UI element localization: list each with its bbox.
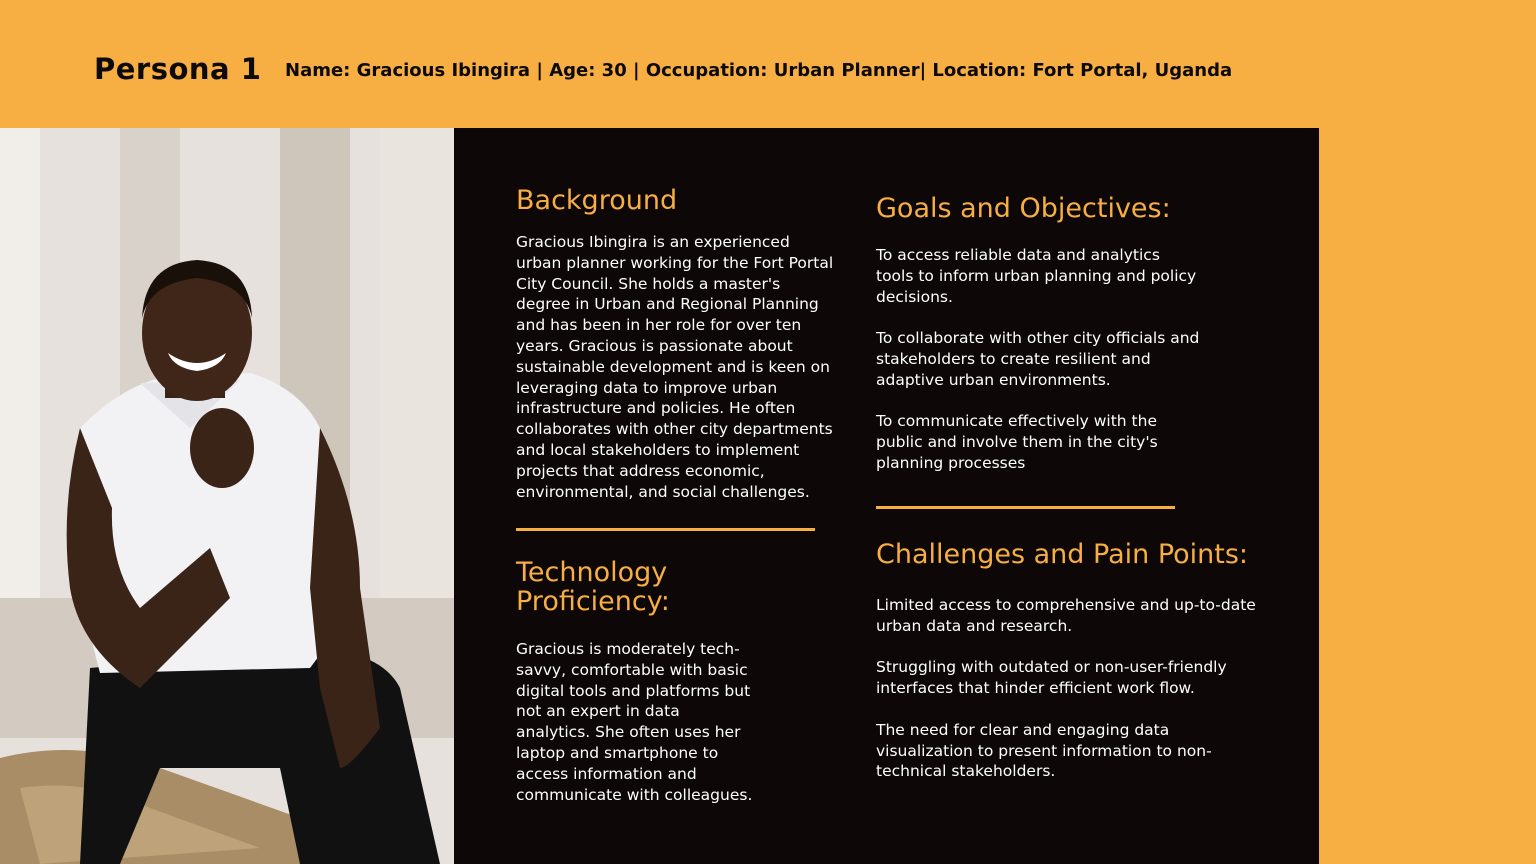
technology-title-line1: Technology (516, 557, 668, 588)
goal-item: To collaborate with other city officials and stakeholders to create resilient and adaptive urban environments. (876, 329, 1200, 389)
background-body: Gracious Ibingira is an experienced urban planner working for the Fort Portal City Council. She holds a master's degree in Urban and Regional Planning and has been in her role for over ten years. Gracious is passionate about sustainable development and is keen on leveraging data to improve urban infrastructure and policies. He often collaborates with other city departments and local stakeholders to implement projects that address economic, environmental, and social challenges. (516, 233, 834, 501)
persona-title: Persona 1 (94, 52, 262, 86)
content-panel (454, 128, 1319, 864)
challenge-item: Struggling with outdated or non-user-friendly interfaces that hinder efficient work flow. (876, 658, 1227, 698)
persona-photo (0, 128, 454, 864)
goal-item: To communicate effectively with the public and involve them in the city's planning processes (876, 412, 1158, 472)
challenge-item: The need for clear and engaging data visualization to present information to non-technical stakeholders. (876, 720, 1212, 781)
goals-divider (876, 506, 1175, 509)
goals-title: Goals and Objectives: (876, 193, 1171, 224)
goals-list (876, 245, 1201, 474)
persona-info: Name: Gracious Ibingira | Age: 30 | Occupation: Urban Planner| Location: Fort Portal, Uganda (285, 60, 1233, 81)
background-divider (516, 528, 815, 531)
challenges-title: Challenges and Pain Points: (876, 539, 1249, 570)
challenge-item: Limited access to comprehensive and up-to-date urban data and research. (876, 596, 1256, 635)
technology-body: Gracious is moderately tech-savvy, comfortable with basic digital tools and platforms but not an expert in data analytics. She often uses her laptop and smartphone to access information and communicate with colleagues. (516, 640, 753, 804)
goal-item: To access reliable data and analytics tools to inform urban planning and policy decisions. (876, 246, 1197, 306)
challenges-list (876, 595, 1256, 782)
technology-title (516, 558, 670, 616)
technology-title-line2: Proficiency: (516, 586, 670, 617)
background-title: Background (516, 185, 678, 216)
